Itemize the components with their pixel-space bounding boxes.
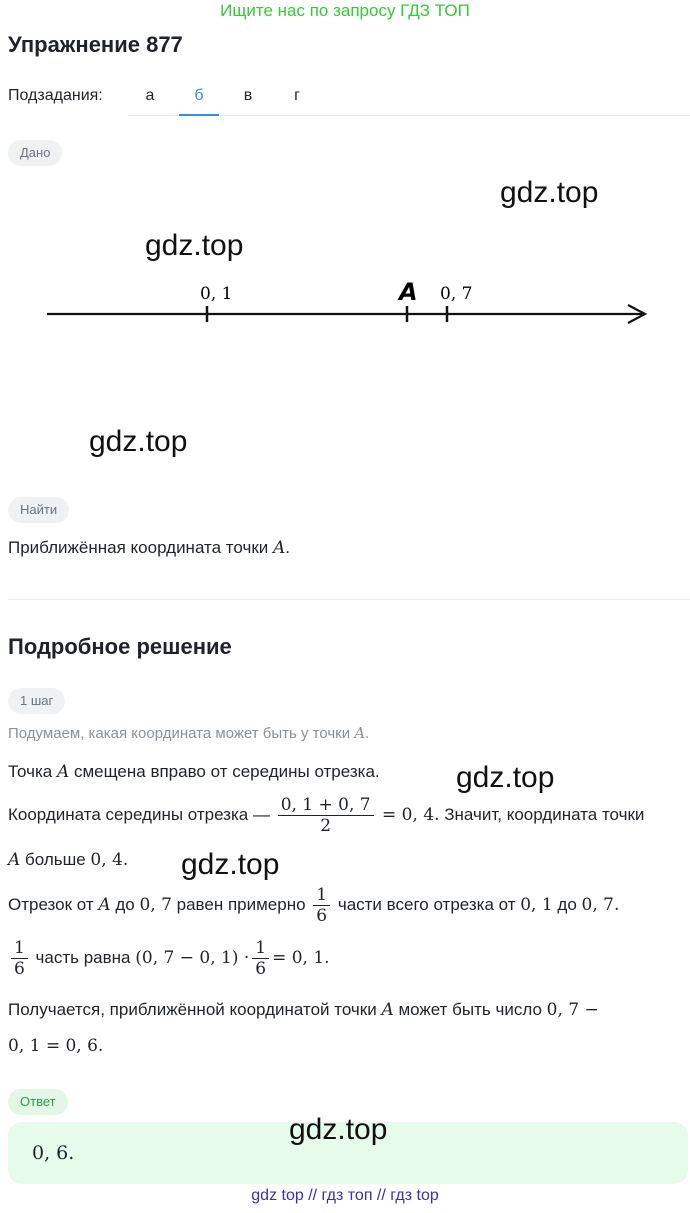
- given-badge: Дано: [8, 140, 62, 166]
- fraction: $\frac{1}{6}$: [252, 938, 269, 979]
- fraction: $\frac{0, 1 + 0, 7}{2}$: [278, 795, 374, 836]
- section-divider: [8, 599, 690, 600]
- tab-a[interactable]: а: [145, 87, 155, 104]
- answer-value: 0, 6.: [32, 1142, 75, 1164]
- find-text: Приближённая координата точки A.: [8, 538, 291, 558]
- tab-b[interactable]: б: [179, 76, 219, 116]
- solution-heading: Подробное решение: [8, 634, 232, 659]
- solution-line-4: Отрезок от A до 0, 7 равен примерно $\frac{1}{6}$ части всего отрезка от 0, 1 до 0, 7.: [8, 885, 620, 926]
- page-title: Упражнение 877: [8, 32, 183, 57]
- label-left: 0, 1: [200, 284, 233, 304]
- solution-line-5: $\frac{1}{6}$ часть равна (0, 7 − 0, 1) · $\frac{1}{6}$ = 0, 1.: [8, 938, 330, 979]
- watermark: gdz.top: [500, 176, 599, 209]
- solution-line-1: Точка A смещена вправо от середины отрезка.: [8, 762, 380, 782]
- watermark: gdz.top: [289, 1113, 388, 1146]
- subtasks-label: Подзадания:: [8, 87, 103, 104]
- step-hint: Подумаем, какая координата может быть у точки A.: [8, 724, 370, 742]
- watermark: gdz.top: [145, 229, 244, 262]
- number-line-diagram: [0, 270, 690, 340]
- tab-g[interactable]: г: [294, 87, 300, 104]
- tab-v[interactable]: в: [243, 87, 253, 104]
- fraction: $\frac{1}{6}$: [11, 938, 28, 979]
- watermark: gdz.top: [89, 425, 188, 458]
- step-badge: 1 шаг: [8, 688, 65, 714]
- fraction: $\frac{1}{6}$: [313, 885, 330, 926]
- search-banner[interactable]: Ищите нас по запросу ГДЗ ТОП: [220, 1, 470, 20]
- find-badge: Найти: [8, 497, 69, 523]
- subtasks-bar: [0, 76, 690, 118]
- watermark: gdz.top: [456, 761, 555, 794]
- solution-line-3: A больше 0, 4.: [8, 850, 129, 870]
- watermark: gdz.top: [181, 848, 280, 881]
- solution-line-6: Получается, приближённой координатой точки A может быть число 0, 7 −: [8, 1000, 599, 1020]
- footer-links[interactable]: gdz top // гдз топ // гдз top: [251, 1187, 439, 1204]
- label-right: 0, 7: [440, 284, 473, 304]
- answer-badge: Ответ: [8, 1089, 68, 1115]
- label-point-a: A: [399, 278, 418, 306]
- solution-line-2: Координата середины отрезка — $\frac{0, 1 + 0, 7}{2}$ = 0, 4. Значит, координата точки: [8, 795, 645, 836]
- solution-line-7: 0, 1 = 0, 6.: [8, 1036, 104, 1056]
